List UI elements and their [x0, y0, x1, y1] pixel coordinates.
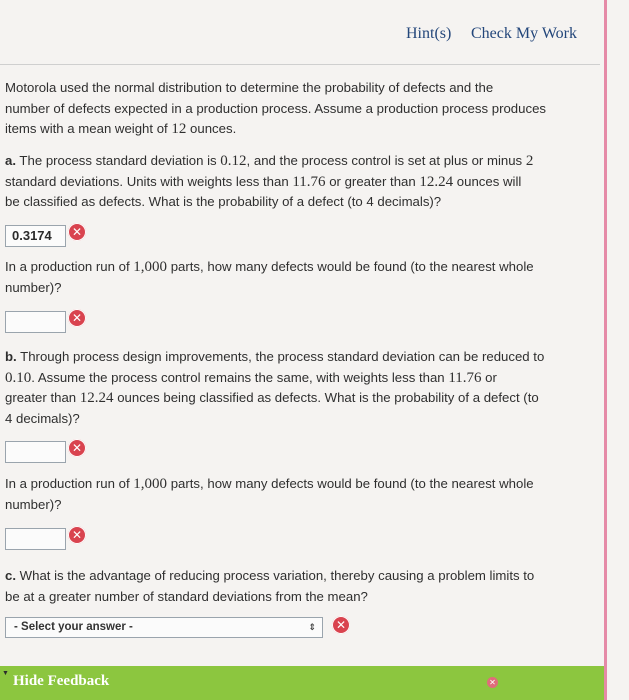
check-my-work-link[interactable]: Check My Work	[471, 25, 577, 42]
intro-text	[5, 78, 595, 140]
x-circle-icon: ✕	[68, 223, 86, 241]
hide-feedback-label: Hide Feedback	[13, 673, 110, 689]
intro-line-2: number of defects expected in a production process. Assume a production process produces	[5, 100, 546, 116]
x-circle-icon: ✕	[68, 309, 86, 327]
intro-line-1: Motorola used the normal distribution to determine the probability of defects and the	[5, 80, 494, 95]
mean-value: 12	[171, 121, 187, 137]
defects-input-b[interactable]	[5, 528, 66, 550]
sd-value-a: 0.12	[220, 153, 247, 169]
probability-input-a[interactable]: 0.3174	[5, 225, 66, 247]
part-a-label: a.	[5, 153, 16, 168]
x-circle-icon: ✕	[68, 439, 86, 457]
part-b-defects-question: In a production run of 1,000 parts, how many defects would be found (to the nearest whole number)?	[5, 476, 534, 512]
toolbar	[0, 0, 600, 65]
part-a-question: a. The process standard deviation is 0.12, and the process control is set at plus or minus 2 standard deviations. Units with weights less than 11.76 or greater than 12.24 ounces will be classified as defects. What is the probability of a defect (to 4 decimals)?	[5, 153, 534, 209]
hints-link[interactable]: Hint(s)	[406, 25, 452, 42]
probability-input-b[interactable]	[5, 441, 66, 463]
collapse-triangle-icon: ▼	[2, 670, 9, 677]
feedback-bar[interactable]	[0, 666, 604, 700]
right-accent-border	[604, 0, 607, 700]
select-value: - Select your answer -	[14, 621, 133, 633]
answer-select[interactable]	[5, 617, 323, 638]
part-c-label: c.	[5, 568, 16, 583]
defects-input-a[interactable]	[5, 311, 66, 333]
part-b-question: b. Through process design improvements, the process standard deviation can be reduced to 0.10. Assume the process control remains the same, with weights less than 11.76 or greater than 12.24 ounces being classified as defects. What is the probability of a defect (to 4 decimals)?	[5, 349, 545, 426]
part-a-defects-question: In a production run of 1,000 parts, how many defects would be found (to the nearest whole number)?	[5, 259, 534, 295]
intro-line-3: items with a mean weight of 12 ounces.	[5, 121, 237, 137]
x-circle-icon: ✕	[332, 616, 350, 634]
x-circle-icon: ✕	[68, 526, 86, 544]
close-icon[interactable]: ✕	[487, 677, 498, 688]
part-b-label: b.	[5, 349, 17, 364]
k-value: 2	[525, 153, 534, 169]
updown-arrow-icon: ⇕	[308, 622, 316, 632]
part-c-question: c. What is the advantage of reducing process variation, thereby causing a problem limits to be at a greater number of standard deviations from the mean?	[5, 568, 535, 604]
